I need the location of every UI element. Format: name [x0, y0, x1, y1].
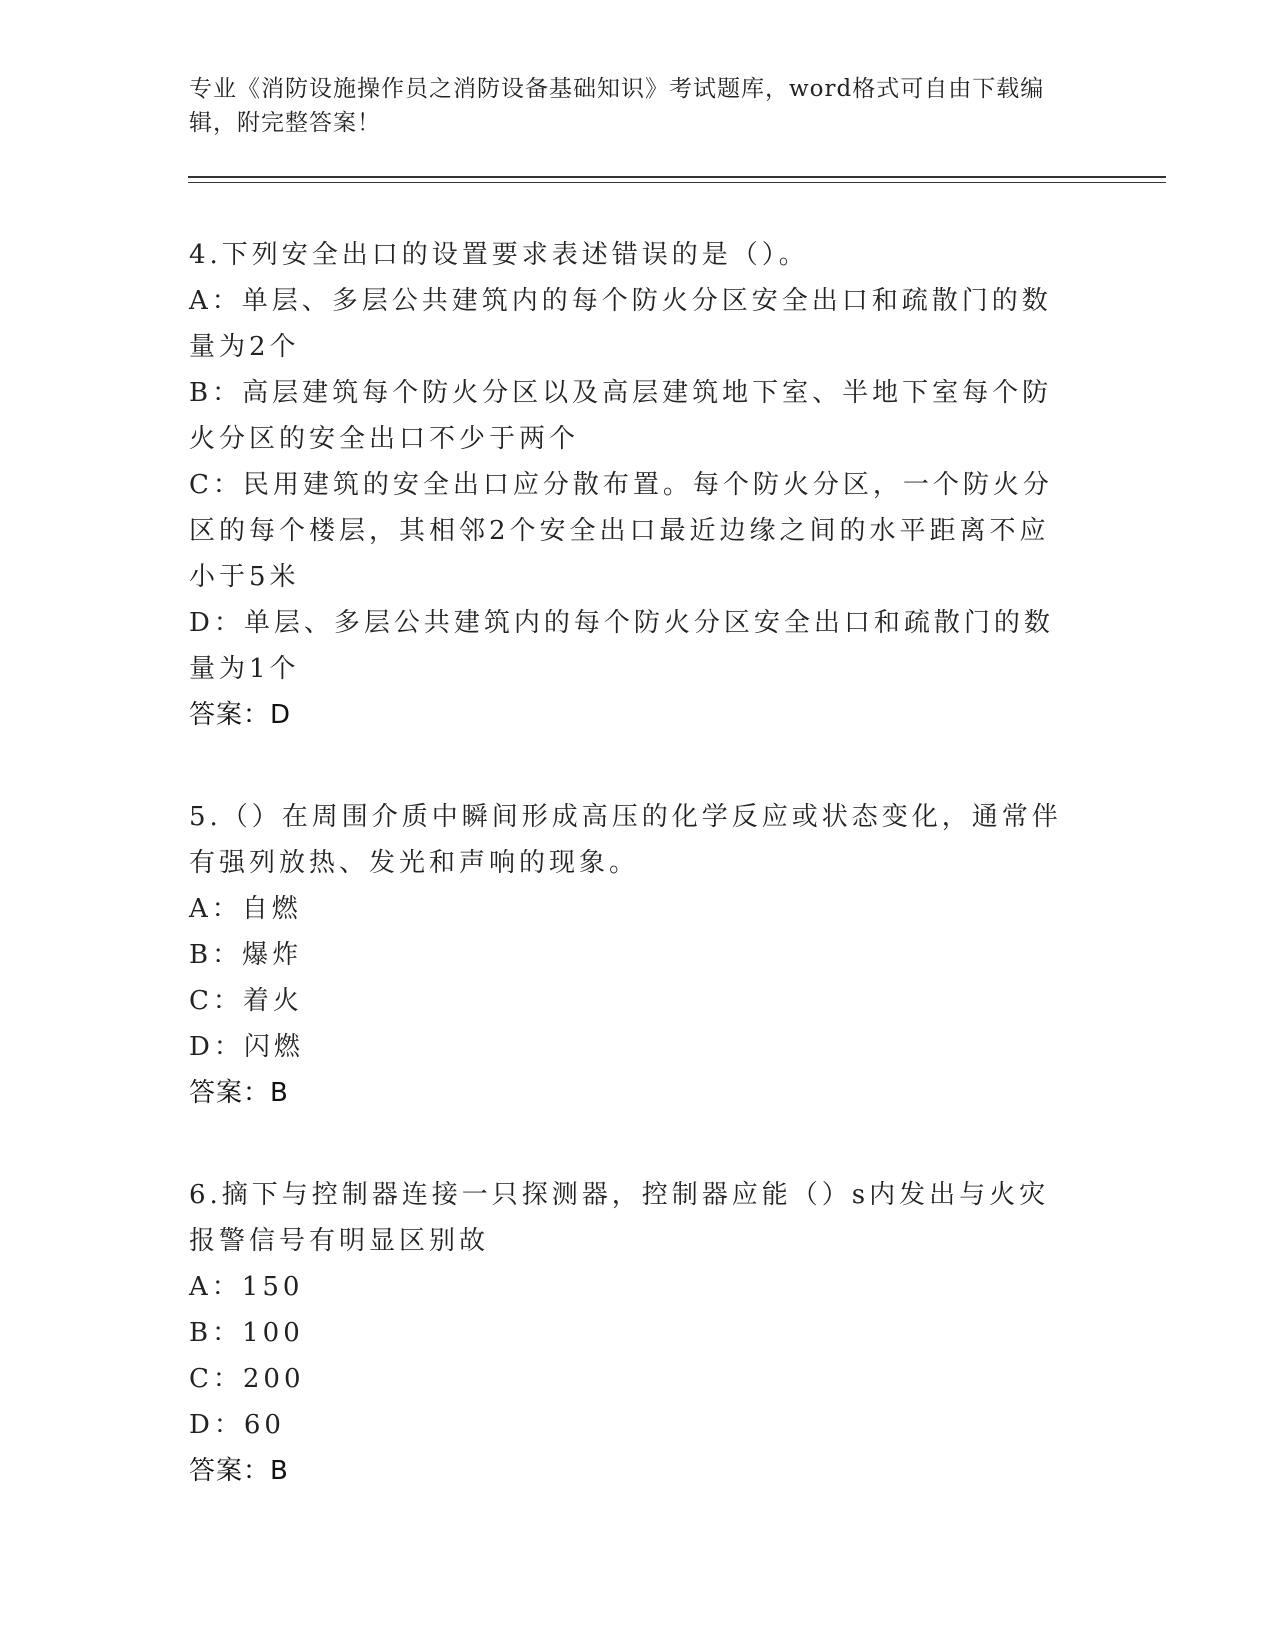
- question-spacer: [189, 738, 1089, 794]
- option-b: B：100: [189, 1318, 304, 1348]
- header-divider-thick: [188, 176, 1166, 178]
- question-6: [189, 1172, 1089, 1494]
- option-c: C：民用建筑的安全出口应分散布置。每个防火分区，一个防火分区的每个楼层，其相邻2个安全出口最近边缘之间的水平距离不应小于5米: [189, 470, 1053, 592]
- answer-label: 答案：B: [189, 1078, 289, 1108]
- option-a: A：单层、多层公共建筑内的每个防火分区安全出口和疏散门的数量为2个: [189, 286, 1052, 362]
- option-d: D：单层、多层公共建筑内的每个防火分区安全出口和疏散门的数量为1个: [189, 608, 1054, 684]
- question-5: [189, 794, 1089, 1116]
- option-b: B：爆炸: [189, 940, 303, 970]
- option-a: A：自燃: [189, 894, 302, 924]
- option-b: B：高层建筑每个防火分区以及高层建筑地下室、半地下室每个防火分区的安全出口不少于两个: [189, 378, 1053, 454]
- question-spacer: [189, 1116, 1089, 1172]
- question-stem: 5.（）在周围介质中瞬间形成高压的化学反应或状态变化，通常伴有强列放热、发光和声响的现象。: [189, 802, 1062, 878]
- document-header: 专业《消防设施操作员之消防设备基础知识》考试题库，word格式可自由下载编辑，附完整答案！: [189, 76, 1045, 136]
- question-stem: 6.摘下与控制器连接一只探测器，控制器应能（）s内发出与火灾报警信号有明显区别故: [189, 1180, 1050, 1256]
- option-d: D：闪燃: [189, 1032, 304, 1062]
- option-a: A：150: [189, 1272, 304, 1302]
- answer-label: 答案：B: [189, 1456, 289, 1486]
- question-list: [189, 232, 1089, 1494]
- question-4: [189, 232, 1089, 738]
- answer-label: 答案：D: [189, 700, 292, 730]
- question-stem: 4.下列安全出口的设置要求表述错误的是（）。: [189, 240, 809, 270]
- header-divider-thin: [188, 182, 1166, 183]
- option-d: D：60: [189, 1410, 285, 1440]
- option-c: C：着火: [189, 986, 303, 1016]
- option-c: C：200: [189, 1364, 305, 1394]
